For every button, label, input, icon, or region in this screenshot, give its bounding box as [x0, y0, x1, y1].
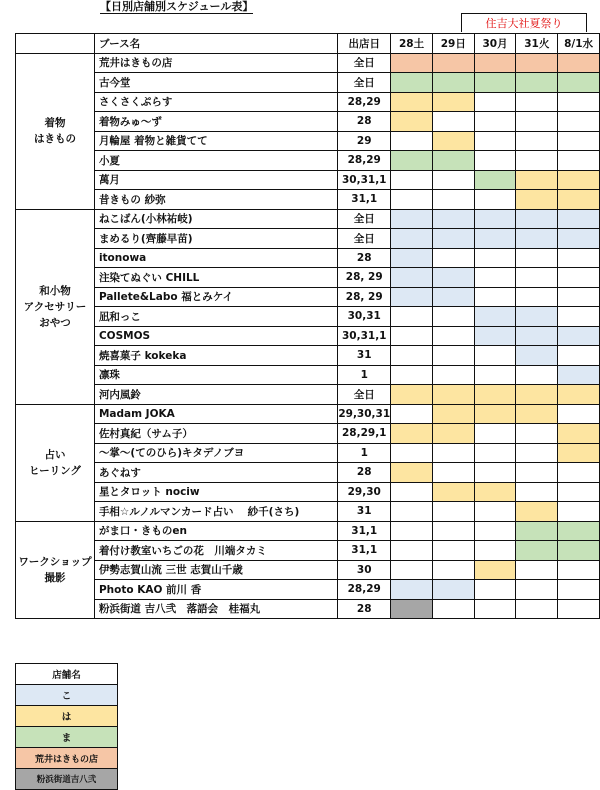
opening-days-cell: 28,29,1 — [338, 424, 391, 444]
legend-row — [16, 706, 118, 727]
schedule-cell — [432, 424, 474, 444]
schedule-cell — [558, 541, 600, 561]
category-line: アクセサリー — [23, 300, 87, 313]
schedule-cell — [474, 404, 516, 424]
table-row — [16, 404, 600, 424]
opening-days-cell: 全日 — [338, 385, 391, 405]
schedule-cell — [432, 502, 474, 522]
table-row — [16, 229, 600, 249]
booth-name-cell: 粉浜街道 吉八弐 落語会 桂福丸 — [94, 599, 337, 619]
booth-name-cell: itonowa — [94, 248, 337, 268]
opening-days-cell: 全日 — [338, 209, 391, 229]
schedule-cell — [474, 229, 516, 249]
booth-name-cell: あぐねす — [94, 463, 337, 483]
schedule-cell — [474, 326, 516, 346]
booth-name-cell: がま口・きものen — [94, 521, 337, 541]
date-header: 28土 — [391, 34, 433, 54]
schedule-cell — [516, 326, 558, 346]
schedule-cell — [474, 53, 516, 73]
schedule-cell — [558, 463, 600, 483]
table-row — [16, 73, 600, 93]
booth-name-cell: Pallete&Labo 福とみケイ — [94, 287, 337, 307]
date-header: 30月 — [474, 34, 516, 54]
category-line: はきもの — [33, 133, 76, 145]
schedule-cell — [474, 92, 516, 112]
booth-name-cell: 凪和っこ — [94, 307, 337, 327]
booth-name-cell: さくさくぷらす — [94, 92, 337, 112]
schedule-cell — [432, 53, 474, 73]
booth-name-cell: COSMOS — [94, 326, 337, 346]
category-line: 撮影 — [44, 571, 66, 584]
table-row — [16, 209, 600, 229]
category-line: ヒーリング — [29, 464, 81, 477]
schedule-cell — [432, 521, 474, 541]
legend-row — [16, 748, 118, 769]
table-row — [16, 346, 600, 366]
schedule-cell — [558, 190, 600, 210]
schedule-cell — [432, 463, 474, 483]
table-row — [16, 443, 600, 463]
schedule-cell — [391, 209, 433, 229]
schedule-cell — [432, 541, 474, 561]
booth-name-cell: 月輪屋 着物と雑貨てて — [94, 131, 337, 151]
opening-days-cell: 28,29 — [338, 151, 391, 171]
schedule-cell — [474, 248, 516, 268]
schedule-cell — [558, 560, 600, 580]
schedule-cell — [474, 541, 516, 561]
schedule-table — [15, 33, 600, 619]
legend-item: は — [16, 706, 118, 727]
booth-name-cell: 焼喜菓子 kokeka — [94, 346, 337, 366]
schedule-cell — [516, 599, 558, 619]
schedule-cell — [432, 112, 474, 132]
schedule-cell — [516, 502, 558, 522]
date-header: 29日 — [432, 34, 474, 54]
schedule-cell — [516, 424, 558, 444]
booth-name-cell: 凛珠 — [94, 365, 337, 385]
schedule-cell — [391, 599, 433, 619]
festival-label: 住吉大社夏祭り — [461, 13, 587, 32]
schedule-cell — [432, 151, 474, 171]
schedule-cell — [391, 229, 433, 249]
schedule-cell — [432, 326, 474, 346]
schedule-cell — [516, 541, 558, 561]
schedule-cell — [558, 151, 600, 171]
category-cell — [16, 521, 95, 619]
table-row — [16, 131, 600, 151]
schedule-cell — [558, 482, 600, 502]
schedule-cell — [516, 73, 558, 93]
schedule-cell — [432, 599, 474, 619]
schedule-cell — [391, 463, 433, 483]
opening-days-cell: 31,1 — [338, 521, 391, 541]
legend-row — [16, 685, 118, 706]
schedule-cell — [516, 53, 558, 73]
opening-days-cell: 31,1 — [338, 190, 391, 210]
booth-name-cell: ～掌～(てのひら)キタデノブヨ — [94, 443, 337, 463]
schedule-cell — [558, 365, 600, 385]
table-row — [16, 580, 600, 600]
booth-name-cell: 星とタロット nociw — [94, 482, 337, 502]
schedule-cell — [474, 424, 516, 444]
schedule-cell — [516, 346, 558, 366]
schedule-cell — [432, 404, 474, 424]
table-row — [16, 287, 600, 307]
booth-name-cell: 小夏 — [94, 151, 337, 171]
opening-days-cell: 30 — [338, 560, 391, 580]
legend-row — [16, 769, 118, 790]
schedule-cell — [474, 443, 516, 463]
schedule-cell — [516, 560, 558, 580]
schedule-cell — [391, 287, 433, 307]
table-row — [16, 365, 600, 385]
opening-days-cell: 28 — [338, 463, 391, 483]
table-row — [16, 248, 600, 268]
schedule-cell — [474, 599, 516, 619]
booth-name-cell: 注染てぬぐい CHILL — [94, 268, 337, 288]
booth-name-cell: 手相☆ルノルマンカード占い 紗千(さち) — [94, 502, 337, 522]
schedule-cell — [558, 326, 600, 346]
legend-body — [16, 664, 118, 790]
table-row — [16, 170, 600, 190]
schedule-cell — [474, 151, 516, 171]
schedule-cell — [516, 112, 558, 132]
schedule-cell — [558, 92, 600, 112]
opening-days-cell: 全日 — [338, 53, 391, 73]
table-row — [16, 92, 600, 112]
schedule-cell — [558, 385, 600, 405]
schedule-cell — [474, 307, 516, 327]
schedule-cell — [516, 229, 558, 249]
schedule-cell — [558, 346, 600, 366]
schedule-cell — [391, 53, 433, 73]
opening-days-cell: 28, 29 — [338, 268, 391, 288]
schedule-cell — [391, 424, 433, 444]
schedule-cell — [391, 131, 433, 151]
schedule-cell — [516, 190, 558, 210]
schedule-cell — [391, 190, 433, 210]
booth-name-cell: 萬月 — [94, 170, 337, 190]
schedule-cell — [516, 287, 558, 307]
schedule-cell — [516, 170, 558, 190]
category-line: おやつ — [39, 316, 71, 329]
schedule-cell — [516, 365, 558, 385]
table-row — [16, 482, 600, 502]
schedule-cell — [474, 521, 516, 541]
schedule-cell — [432, 73, 474, 93]
booth-name-cell: Photo KAO 前川 香 — [94, 580, 337, 600]
table-row — [16, 463, 600, 483]
schedule-cell — [391, 365, 433, 385]
category-line: 和小物 — [39, 284, 71, 297]
table-row — [16, 190, 600, 210]
table-row — [16, 151, 600, 171]
schedule-cell — [558, 443, 600, 463]
schedule-cell — [558, 307, 600, 327]
schedule-cell — [558, 268, 600, 288]
booth-name-cell: まめるり(齊藤早苗) — [94, 229, 337, 249]
booth-name-cell: 昔きもの 紗弥 — [94, 190, 337, 210]
schedule-cell — [391, 502, 433, 522]
schedule-cell — [474, 287, 516, 307]
schedule-cell — [391, 92, 433, 112]
schedule-cell — [474, 209, 516, 229]
opening-days-cell: 28, 29 — [338, 287, 391, 307]
schedule-cell — [558, 131, 600, 151]
booth-name-cell: 着付け教室いちごの花 川端タカミ — [94, 541, 337, 561]
schedule-cell — [474, 268, 516, 288]
schedule-cell — [391, 521, 433, 541]
schedule-cell — [474, 580, 516, 600]
legend-item: 荒井はきもの店 — [16, 748, 118, 769]
schedule-cell — [558, 209, 600, 229]
schedule-cell — [516, 248, 558, 268]
schedule-cell — [391, 326, 433, 346]
schedule-cell — [474, 73, 516, 93]
opening-days-cell: 29 — [338, 131, 391, 151]
schedule-cell — [558, 53, 600, 73]
booth-name-cell: 古今堂 — [94, 73, 337, 93]
opening-days-header: 出店日 — [338, 34, 391, 54]
schedule-cell — [474, 190, 516, 210]
opening-days-cell: 30,31,1 — [338, 326, 391, 346]
schedule-cell — [516, 92, 558, 112]
schedule-cell — [391, 151, 433, 171]
table-row — [16, 502, 600, 522]
schedule-cell — [391, 307, 433, 327]
schedule-cell — [391, 482, 433, 502]
schedule-cell — [558, 248, 600, 268]
schedule-cell — [391, 73, 433, 93]
table-row — [16, 385, 600, 405]
schedule-cell — [432, 560, 474, 580]
schedule-cell — [391, 443, 433, 463]
schedule-cell — [558, 287, 600, 307]
schedule-cell — [558, 170, 600, 190]
booth-name-cell: Madam JOKA — [94, 404, 337, 424]
schedule-cell — [432, 170, 474, 190]
schedule-cell — [432, 580, 474, 600]
schedule-cell — [516, 463, 558, 483]
schedule-cell — [391, 541, 433, 561]
table-row — [16, 599, 600, 619]
opening-days-cell: 全日 — [338, 229, 391, 249]
legend-table — [15, 663, 118, 790]
table-row — [16, 268, 600, 288]
date-header: 31火 — [516, 34, 558, 54]
schedule-cell — [474, 463, 516, 483]
schedule-cell — [432, 268, 474, 288]
category-cell — [16, 404, 95, 521]
schedule-cell — [558, 502, 600, 522]
schedule-cell — [391, 385, 433, 405]
schedule-cell — [558, 73, 600, 93]
booth-name-cell: 荒井はきもの店 — [94, 53, 337, 73]
table-row — [16, 424, 600, 444]
schedule-cell — [558, 112, 600, 132]
schedule-cell — [432, 131, 474, 151]
opening-days-cell: 28 — [338, 599, 391, 619]
legend-row — [16, 727, 118, 748]
booth-name-cell: 佐村真紀（サム子） — [94, 424, 337, 444]
legend-item: 粉浜街道吉八弐 — [16, 769, 118, 790]
opening-days-cell: 28 — [338, 248, 391, 268]
page-title: 【日別店舗別スケジュール表】 — [100, 0, 254, 13]
opening-days-cell: 29,30 — [338, 482, 391, 502]
table-row — [16, 541, 600, 561]
opening-days-cell: 1 — [338, 365, 391, 385]
opening-days-cell: 28 — [338, 112, 391, 132]
category-header — [16, 34, 95, 54]
schedule-cell — [432, 365, 474, 385]
schedule-cell — [516, 443, 558, 463]
opening-days-cell: 28,29 — [338, 92, 391, 112]
schedule-cell — [474, 365, 516, 385]
schedule-cell — [516, 131, 558, 151]
schedule-cell — [391, 404, 433, 424]
schedule-cell — [391, 248, 433, 268]
schedule-cell — [432, 209, 474, 229]
opening-days-cell: 1 — [338, 443, 391, 463]
table-row — [16, 307, 600, 327]
legend-item: こ — [16, 685, 118, 706]
booth-name-cell: 着物みゅ～ず — [94, 112, 337, 132]
legend-header: 店舗名 — [16, 664, 118, 685]
date-header: 8/1水 — [558, 34, 600, 54]
opening-days-cell: 30,31,1 — [338, 170, 391, 190]
schedule-cell — [432, 482, 474, 502]
schedule-cell — [558, 521, 600, 541]
schedule-cell — [558, 580, 600, 600]
booth-name-cell: ねこばん(小林祐岐) — [94, 209, 337, 229]
opening-days-cell: 31,1 — [338, 541, 391, 561]
schedule-cell — [432, 443, 474, 463]
schedule-cell — [474, 385, 516, 405]
schedule-cell — [516, 307, 558, 327]
schedule-cell — [432, 287, 474, 307]
schedule-cell — [474, 170, 516, 190]
opening-days-cell: 29,30,31 — [338, 404, 391, 424]
schedule-cell — [516, 268, 558, 288]
table-row — [16, 53, 600, 73]
opening-days-cell: 全日 — [338, 73, 391, 93]
schedule-cell — [432, 346, 474, 366]
table-row — [16, 560, 600, 580]
category-line: 着物 — [44, 117, 66, 129]
schedule-cell — [474, 346, 516, 366]
schedule-cell — [558, 404, 600, 424]
schedule-cell — [432, 307, 474, 327]
opening-days-cell: 31 — [338, 346, 391, 366]
schedule-cell — [558, 229, 600, 249]
table-row — [16, 521, 600, 541]
schedule-cell — [516, 521, 558, 541]
table-row — [16, 112, 600, 132]
schedule-cell — [474, 131, 516, 151]
schedule-body — [16, 53, 600, 619]
schedule-cell — [391, 346, 433, 366]
opening-days-cell: 30,31 — [338, 307, 391, 327]
schedule-cell — [474, 502, 516, 522]
schedule-cell — [516, 209, 558, 229]
category-line: 占い — [44, 448, 66, 461]
schedule-cell — [432, 248, 474, 268]
schedule-cell — [432, 190, 474, 210]
booth-name-cell: 伊勢志賀山流 三世 志賀山千歳 — [94, 560, 337, 580]
booth-name-header: ブース名 — [94, 34, 337, 54]
schedule-cell — [391, 112, 433, 132]
schedule-cell — [391, 580, 433, 600]
booth-name-cell: 河内風鈴 — [94, 385, 337, 405]
schedule-cell — [432, 92, 474, 112]
schedule-cell — [516, 580, 558, 600]
schedule-cell — [391, 560, 433, 580]
schedule-cell — [516, 482, 558, 502]
schedule-cell — [432, 229, 474, 249]
schedule-cell — [432, 385, 474, 405]
schedule-cell — [558, 599, 600, 619]
category-cell — [16, 209, 95, 404]
opening-days-cell: 31 — [338, 502, 391, 522]
schedule-cell — [558, 424, 600, 444]
category-cell — [16, 53, 95, 209]
schedule-cell — [474, 482, 516, 502]
schedule-cell — [516, 151, 558, 171]
schedule-cell — [474, 560, 516, 580]
category-line: ワークショップ — [18, 555, 92, 568]
schedule-cell — [516, 404, 558, 424]
schedule-cell — [516, 385, 558, 405]
schedule-cell — [391, 268, 433, 288]
schedule-cell — [391, 170, 433, 190]
header-row — [16, 34, 600, 54]
legend-item: ま — [16, 727, 118, 748]
table-row — [16, 326, 600, 346]
schedule-cell — [474, 112, 516, 132]
opening-days-cell: 28,29 — [338, 580, 391, 600]
